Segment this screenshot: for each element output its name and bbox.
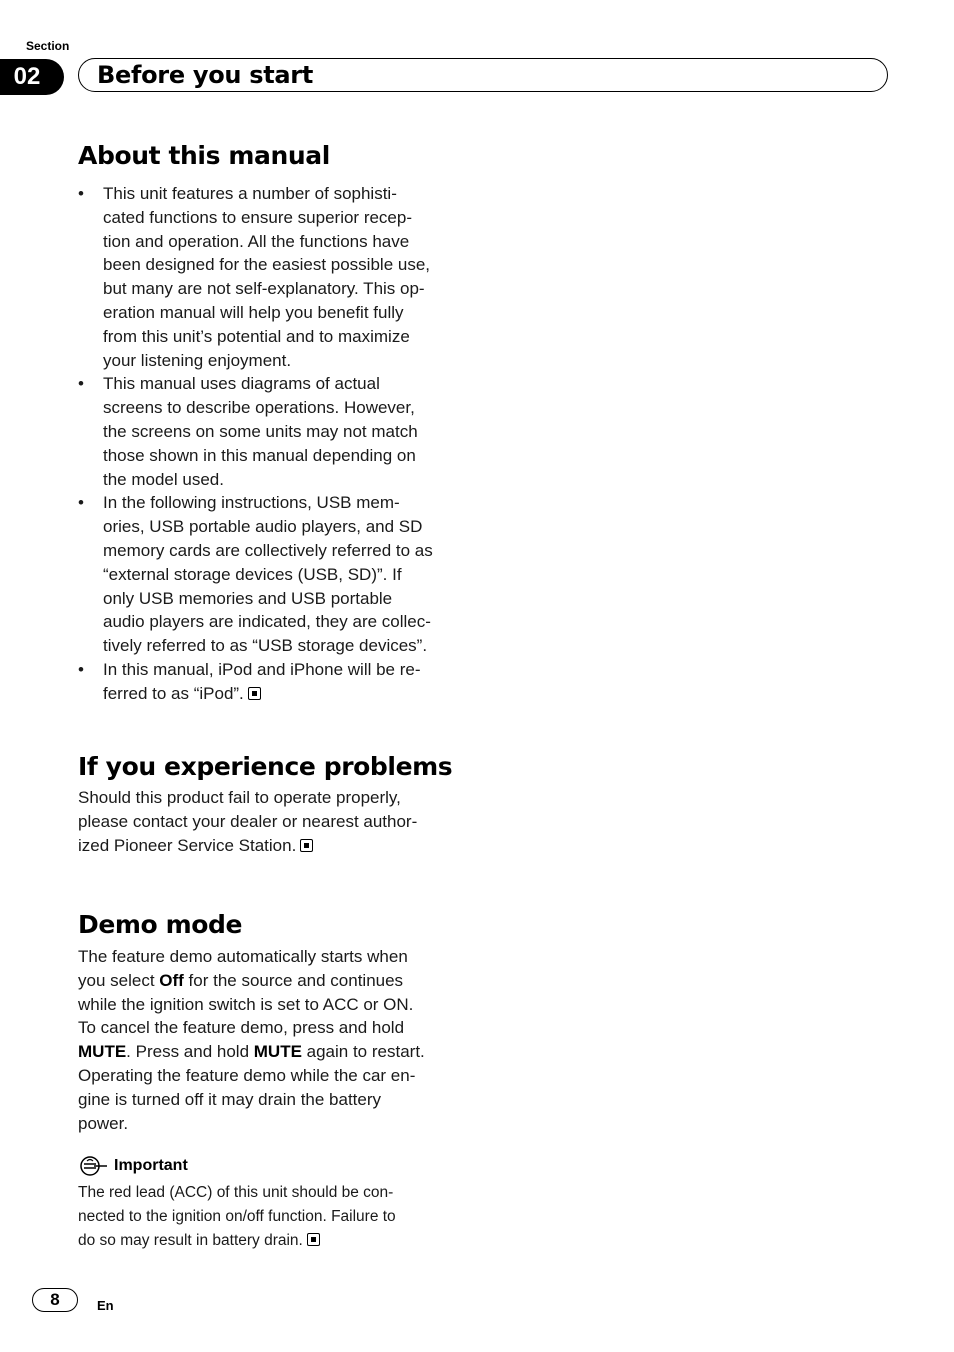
bullet-text: In this manual, iPod and iPhone will be re- ferred to as “iPod”. bbox=[103, 659, 421, 703]
bullet-text: In the following instructions, USB mem- ories, USB portable audio players, and SD memory cards are collectively referred to as “external storage devices (USB, SD)”. If only USB memories and USB portable audio players are indicated, they are collec- tively referred to as “USB storage devices”. bbox=[103, 493, 433, 656]
problems-heading: If you experience problems bbox=[78, 752, 453, 781]
list-item bbox=[78, 182, 468, 372]
end-of-section-icon bbox=[300, 839, 313, 852]
important-icon bbox=[78, 1155, 108, 1177]
demo-text-part: The feature demo automatically starts when you select bbox=[78, 947, 408, 990]
important-text: The red lead (ACC) of this unit should be con- nected to the ignition on/off function. Failure to do so may result in battery drain. bbox=[78, 1184, 396, 1249]
demo-text-part: . Press and hold bbox=[126, 1042, 254, 1062]
demo-paragraph bbox=[78, 945, 468, 1135]
bullet-text: This manual uses diagrams of actual screens to describe operations. However, the screens on some units may not match those shown in this manual depending on the model used. bbox=[103, 374, 418, 489]
list-item bbox=[78, 491, 468, 658]
problems-section bbox=[78, 752, 468, 857]
bullet-icon: • bbox=[78, 659, 84, 679]
about-heading: About this manual bbox=[78, 141, 330, 170]
demo-text-part: for the source and continues while the ignition switch is set to ACC or ON. To cancel the feature demo, press and hold bbox=[78, 970, 414, 1038]
bullet-icon: • bbox=[78, 493, 84, 513]
language-code: En bbox=[97, 1298, 114, 1313]
section-number-badge: 02 bbox=[0, 59, 64, 95]
mute-keyword: MUTE bbox=[78, 1042, 127, 1062]
about-section bbox=[78, 141, 468, 706]
list-item bbox=[78, 658, 468, 706]
important-label: Important bbox=[114, 1157, 188, 1175]
demo-heading: Demo mode bbox=[78, 910, 243, 939]
mute-keyword: MUTE bbox=[253, 1042, 302, 1062]
demo-section bbox=[78, 910, 468, 1252]
section-title: Before you start bbox=[97, 61, 314, 89]
demo-text-part: again to restart. Operating the feature demo while the car en- gine is turned off it may drain the battery power. bbox=[78, 1042, 425, 1133]
important-header bbox=[78, 1155, 468, 1177]
problems-paragraph bbox=[78, 786, 468, 857]
bullet-icon: • bbox=[78, 184, 84, 203]
off-keyword: Off bbox=[159, 970, 184, 990]
page-number: 8 bbox=[32, 1288, 78, 1312]
problems-text: Should this product fail to operate properly, please contact your dealer or nearest author- ized Pioneer Service Station. bbox=[78, 788, 418, 855]
list-item bbox=[78, 372, 468, 491]
section-title-bar bbox=[78, 58, 888, 92]
end-of-section-icon bbox=[307, 1233, 320, 1246]
end-of-section-icon bbox=[248, 687, 261, 700]
bullet-text: This unit features a number of sophisti- cated functions to ensure superior recep- tion and operation. All the functions have been designed for the easiest possible use, but many are not self-explanatory. This op- eration manual will help you benefit fully from this unit’s potential and to maximize your listening enjoyment. bbox=[103, 184, 431, 370]
section-label: Section bbox=[26, 39, 70, 53]
important-paragraph bbox=[78, 1181, 468, 1252]
about-bullet-list bbox=[78, 182, 468, 706]
bullet-icon: • bbox=[78, 374, 84, 394]
